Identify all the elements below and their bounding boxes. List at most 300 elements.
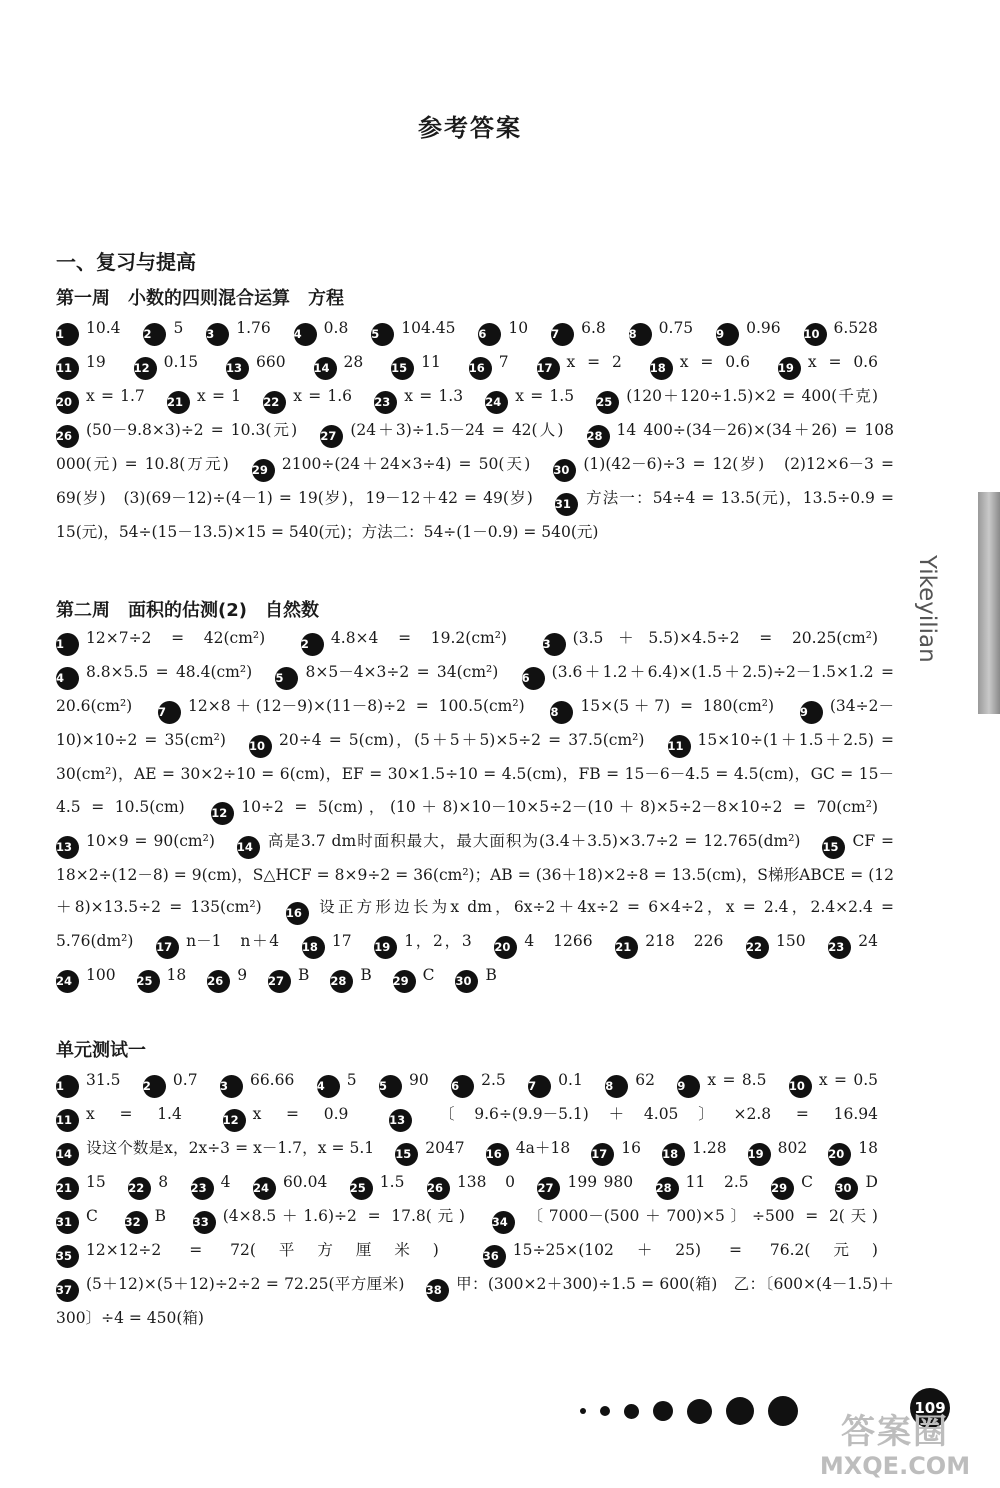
- answer-item: [788, 1071, 878, 1093]
- answer-text: 10: [508, 319, 529, 337]
- answer-text: 〔9.6÷(9.9－5.1)＋4.05〕×2.8 = 16.94: [419, 1105, 878, 1123]
- answer-number-badge: 13: [56, 836, 79, 859]
- answer-text: (3.5＋5.5)×4.5÷2 = 20.25(cm²): [572, 629, 878, 647]
- answer-number-badge: 6: [451, 1075, 474, 1098]
- answer-number-badge: 25: [596, 391, 619, 414]
- answer-item: [263, 387, 353, 409]
- answer-text: 17: [331, 932, 352, 951]
- answer-item: [56, 1173, 106, 1195]
- answer-item: [551, 319, 606, 341]
- answer-item: [468, 353, 509, 375]
- answer-number-badge: 12: [223, 1109, 246, 1132]
- answer-text: 12×8＋(12－9)×(11－8)÷2 = 100.5(cm²): [188, 697, 525, 715]
- answer-text: 4a＋18: [515, 1139, 571, 1157]
- answer-number-badge: 31: [555, 493, 578, 516]
- answer-text: 5: [346, 1071, 357, 1089]
- answer-number-badge: 20: [56, 391, 79, 414]
- answer-text: 10÷2 = 5(cm)，(10＋8)×10－10×5÷2－(10＋8)×5÷2－8×10÷2 = 70(cm²): [241, 797, 878, 816]
- answer-number-badge: 8: [550, 701, 573, 724]
- answer-number-badge: 19: [778, 357, 801, 380]
- answer-text: 11 2.5: [685, 1173, 749, 1191]
- dot-icon: [768, 1396, 798, 1426]
- answer-number-badge: 19: [374, 936, 397, 959]
- answer-item: [211, 797, 878, 820]
- answer-item: [249, 731, 645, 753]
- side-tab: [978, 492, 1000, 714]
- answer-number-badge: 37: [56, 1279, 79, 1302]
- answer-item: [56, 353, 106, 375]
- answer-item: [313, 353, 364, 375]
- dot-icon: [624, 1404, 639, 1419]
- answer-text: 0.96: [746, 319, 781, 337]
- answer-number-badge: 34: [492, 1211, 515, 1234]
- answer-text: 18: [166, 966, 187, 985]
- answer-number-badge: 18: [302, 936, 325, 959]
- answer-number-badge: 24: [56, 970, 79, 993]
- answer-item: [142, 1071, 198, 1093]
- answer-text: 0.8: [323, 319, 349, 337]
- answer-number-badge: 9: [716, 323, 739, 346]
- answer-number-badge: 17: [591, 1143, 614, 1166]
- answer-number-badge: 15: [822, 836, 845, 859]
- answer-number-badge: 28: [330, 970, 353, 993]
- answer-item: [56, 1275, 405, 1297]
- answer-text: 2047: [425, 1139, 465, 1157]
- answer-text: (5＋12)×(5＋12)÷2÷2 = 72.25(平方厘米): [86, 1275, 405, 1293]
- answer-item: [482, 1241, 878, 1263]
- answer-text: B: [485, 966, 497, 985]
- answer-number-badge: 31: [56, 1211, 79, 1234]
- answer-item: [293, 319, 349, 341]
- week2-answers: [56, 622, 894, 993]
- answer-number-badge: 3: [543, 633, 566, 656]
- answer-text: x = 1.4: [86, 1105, 182, 1123]
- answer-number-badge: 18: [662, 1143, 685, 1166]
- watermark-line2: MXQE.COM: [819, 1452, 971, 1480]
- answer-item: [389, 1105, 878, 1127]
- answer-number-badge: 6: [522, 667, 545, 690]
- answer-item: [56, 1241, 439, 1263]
- page-number: 109: [910, 1388, 950, 1428]
- answer-text: B: [154, 1207, 166, 1225]
- answer-text: (120＋120÷1.5)×2 = 400(千克): [626, 387, 879, 405]
- answer-number-badge: 13: [389, 1109, 412, 1132]
- answer-item: [192, 1207, 465, 1229]
- answer-text: 1.5: [379, 1173, 405, 1191]
- answer-item: [133, 353, 199, 375]
- answer-number-badge: 9: [800, 701, 823, 724]
- answer-item: [301, 932, 352, 955]
- answer-number-badge: 13: [226, 357, 249, 380]
- answer-text: n－1 n＋4: [186, 932, 280, 951]
- answer-number-badge: 12: [134, 357, 157, 380]
- answer-text: 0.75: [658, 319, 694, 337]
- answer-text: C: [801, 1173, 813, 1191]
- answer-text: 6.8: [581, 319, 606, 337]
- answer-number-badge: 1: [56, 323, 79, 346]
- answer-item: [124, 1207, 166, 1229]
- answer-number-badge: 25: [137, 970, 160, 993]
- answer-item: [190, 1173, 231, 1195]
- answer-text: 31.5: [86, 1071, 121, 1089]
- answer-item: [56, 1105, 182, 1127]
- answer-item: [371, 319, 456, 341]
- answer-text: 甲：(300×2＋300)÷1.5 = 600(箱) 乙：〔600×(4－1.5)＋300〕÷4 = 450(箱): [56, 1275, 895, 1327]
- answer-number-badge: 7: [528, 1075, 551, 1098]
- answer-number-badge: 38: [426, 1279, 449, 1302]
- answer-item: [56, 629, 266, 651]
- answer-text: x = 0.6: [679, 353, 750, 371]
- answer-text: B: [360, 966, 372, 985]
- answer-number-badge: 26: [56, 425, 79, 448]
- answer-item: [451, 1071, 506, 1093]
- dot-icon: [653, 1401, 673, 1421]
- answer-number-badge: 4: [294, 323, 317, 346]
- answer-text: 18: [858, 1139, 879, 1157]
- test1-heading: 单元测试一: [56, 1040, 146, 1061]
- answer-text: (4×8.5＋1.6)÷2 = 17.8(元): [222, 1207, 465, 1225]
- answer-text: 16: [621, 1139, 642, 1157]
- answer-number-badge: 8: [605, 1075, 628, 1098]
- answer-item: [537, 1173, 634, 1195]
- answer-number-badge: 24: [485, 391, 508, 414]
- answer-item: [747, 1139, 808, 1161]
- answer-item: [56, 663, 253, 685]
- answer-item: [596, 387, 879, 409]
- answer-text: x = 1.5: [515, 387, 575, 405]
- answer-item: [222, 1105, 349, 1127]
- answer-item: [771, 1173, 813, 1195]
- answer-number-badge: 1: [56, 633, 79, 656]
- answer-number-badge: 19: [748, 1143, 771, 1166]
- answer-text: 1.76: [236, 319, 271, 337]
- answer-item: [677, 1071, 767, 1093]
- answer-text: 〔7000－(500＋700)×5〕÷500 = 2(天): [521, 1207, 878, 1225]
- answer-number-badge: 22: [128, 1177, 151, 1200]
- answer-item: [207, 966, 248, 989]
- answer-number-badge: 16: [486, 1143, 509, 1166]
- answer-text: 15×(5＋7) = 180(cm²): [580, 697, 775, 715]
- answer-number-badge: 21: [167, 391, 190, 414]
- answer-number-badge: 10: [804, 323, 827, 346]
- answer-item: [219, 1071, 295, 1093]
- answer-item: [655, 1173, 749, 1195]
- answer-text: x = 0.5: [818, 1071, 878, 1089]
- answer-number-badge: 14: [237, 836, 260, 859]
- answer-item: [491, 1207, 878, 1229]
- answer-item: [455, 966, 497, 989]
- answer-item: [628, 319, 694, 341]
- answer-number-badge: 17: [537, 357, 560, 380]
- answer-number-badge: 2: [143, 323, 166, 346]
- answer-item: [615, 932, 724, 955]
- answer-text: (34÷2－10)×10÷2 = 35(cm²): [56, 697, 894, 749]
- answer-number-badge: 5: [275, 667, 298, 690]
- answer-number-badge: 24: [253, 1177, 276, 1200]
- answer-text: 1.28: [692, 1139, 727, 1157]
- answer-number-badge: 18: [650, 357, 673, 380]
- answer-text: 20÷4 = 5(cm)，(5＋5＋5)×5÷2 = 37.5(cm²): [279, 731, 645, 749]
- answer-text: 28: [343, 353, 364, 371]
- answer-number-badge: 27: [320, 425, 343, 448]
- answer-text: x = 0.9: [252, 1105, 349, 1123]
- answer-text: 9: [237, 966, 248, 985]
- answer-text: 100: [86, 966, 116, 985]
- answer-item: [128, 1173, 169, 1195]
- answer-item: [536, 353, 622, 375]
- section-heading: 一、复习与提高: [56, 250, 196, 274]
- dot-icon: [600, 1406, 610, 1416]
- answer-item: [828, 932, 878, 955]
- answer-text: 设这个数是x，2x÷3 = x－1.7，x = 5.1: [86, 1139, 375, 1157]
- answer-number-badge: 30: [455, 970, 478, 993]
- answer-text: 66.66: [249, 1071, 295, 1089]
- answer-number-badge: 22: [263, 391, 286, 414]
- answer-text: 14 400÷(34－26)×(34＋26) = 108 000(元) = 10.8(万元): [56, 421, 895, 473]
- answer-number-badge: 10: [249, 735, 272, 758]
- answer-number-badge: 29: [252, 459, 275, 482]
- answer-item: [649, 353, 750, 375]
- answer-text: B: [298, 966, 310, 985]
- answer-text: 150: [776, 932, 806, 951]
- answer-number-badge: 30: [553, 459, 576, 482]
- answer-item: [542, 629, 878, 651]
- answer-item: [374, 932, 472, 955]
- answer-number-badge: 29: [393, 970, 416, 993]
- answer-text: 2.5: [481, 1071, 506, 1089]
- answer-number-badge: 25: [350, 1177, 373, 1200]
- answer-number-badge: 27: [537, 1177, 560, 1200]
- answer-text: 218 226: [645, 932, 724, 951]
- answer-number-badge: 3: [220, 1075, 243, 1098]
- answer-text: 199 980: [567, 1173, 634, 1191]
- answer-text: 0.1: [558, 1071, 583, 1089]
- answer-item: [56, 1139, 375, 1161]
- answer-item: [56, 831, 215, 854]
- answer-text: 19: [86, 353, 106, 371]
- answer-number-badge: 16: [286, 902, 309, 925]
- answer-number-badge: 30: [835, 1177, 858, 1200]
- answer-item: [330, 966, 372, 989]
- answer-number-badge: 17: [156, 936, 179, 959]
- answer-text: 8.8×5.5 = 48.4(cm²): [86, 663, 253, 681]
- answer-number-badge: 7: [158, 701, 181, 724]
- answer-number-badge: 20: [494, 936, 517, 959]
- dot-icon: [580, 1408, 586, 1414]
- answer-text: 660: [256, 353, 286, 371]
- answer-item: [494, 932, 593, 955]
- side-text: Yikeyilian: [914, 555, 940, 663]
- answer-text: 5: [173, 319, 184, 337]
- answer-item: [56, 421, 298, 443]
- answer-text: x = 0.6: [807, 353, 878, 371]
- answer-text: 10×9 = 90(cm²): [86, 831, 215, 850]
- answer-number-badge: 21: [56, 1177, 79, 1200]
- answer-number-badge: 22: [746, 936, 769, 959]
- answer-number-badge: 27: [268, 970, 291, 993]
- answer-item: [392, 966, 435, 989]
- answer-item: [252, 1173, 328, 1195]
- answer-number-badge: 6: [478, 323, 501, 346]
- answer-text: (24＋3)÷1.5－24 = 42(人): [350, 421, 564, 439]
- answer-item: [478, 319, 529, 341]
- answer-number-badge: 9: [677, 1075, 700, 1098]
- answer-number-badge: 4: [317, 1075, 340, 1098]
- answer-item: [485, 387, 575, 409]
- answer-text: 8: [158, 1173, 169, 1191]
- answer-text: x = 1.3: [404, 387, 464, 405]
- answer-number-badge: 3: [206, 323, 229, 346]
- answer-text: 2100÷(24＋24×3÷4) = 50(天): [281, 455, 531, 473]
- answer-text: 138 0: [456, 1173, 515, 1191]
- test1-answers: [56, 1064, 894, 1335]
- answer-text: C: [86, 1207, 98, 1225]
- answer-item: [143, 319, 184, 341]
- week1-answers: [56, 312, 894, 549]
- answer-item: [275, 663, 499, 685]
- answer-text: 1，2，3: [404, 932, 472, 951]
- answer-text: CF = 18×2÷(12－8) = 9(cm)，S△HCF = 8×9÷2 = 36(cm²)；AB = (36＋18)×2÷8 = 13.5(cm)，S梯形ABCE = (12＋8)×13.5÷2 = 135(cm²): [56, 831, 895, 917]
- answer-text: x = 8.5: [707, 1071, 767, 1089]
- answer-text: 0.7: [172, 1071, 198, 1089]
- answer-number-badge: 8: [629, 323, 652, 346]
- answer-item: [206, 319, 271, 341]
- answer-text: 6.528: [833, 319, 878, 337]
- answer-item: [378, 1071, 429, 1093]
- dot-icon: [687, 1399, 712, 1424]
- answer-item: [167, 387, 242, 409]
- answer-number-badge: 10: [789, 1075, 812, 1098]
- answer-text: C: [422, 966, 435, 985]
- answer-item: [236, 831, 801, 854]
- answer-number-badge: 14: [314, 357, 337, 380]
- answer-number-badge: 20: [828, 1143, 851, 1166]
- answer-number-badge: 29: [771, 1177, 794, 1200]
- answer-item: [746, 932, 806, 955]
- answer-number-badge: 5: [379, 1075, 402, 1098]
- answer-number-badge: 16: [469, 357, 492, 380]
- dot-icon: [726, 1397, 754, 1425]
- answer-number-badge: 23: [374, 391, 397, 414]
- answer-text: 4: [220, 1173, 231, 1191]
- answer-text: 802: [777, 1139, 808, 1157]
- answer-number-badge: 32: [125, 1211, 148, 1234]
- answer-number-badge: 14: [56, 1143, 79, 1166]
- answer-item: [251, 455, 531, 477]
- answer-number-badge: 23: [191, 1177, 214, 1200]
- answer-text: (1)(42－6)÷3 = 12(岁) (2)12×6－3 = 69(岁) (3)(69－12)÷(4－1) = 19(岁)，19－12＋42 = 49(岁): [56, 455, 894, 507]
- answer-item: [716, 319, 781, 341]
- answer-text: 60.04: [282, 1173, 328, 1191]
- answer-text: 24: [858, 932, 878, 951]
- answer-text: D: [865, 1173, 878, 1191]
- answer-item: [56, 1071, 121, 1093]
- week2-heading: 第二周 面积的估测(2) 自然数: [56, 600, 319, 621]
- answer-item: [777, 353, 878, 375]
- answer-number-badge: 5: [371, 323, 394, 346]
- answer-item: [56, 1207, 98, 1229]
- answer-text: 15×10÷(1＋1.5＋2.5) = 30(cm²)，AE = 30×2÷10 = 6(cm)，EF = 30×1.5÷10 = 4.5(cm)，FB = 15－6－4.5 = 4.5(cm)，GC = 15－4.5 = 10.5(cm): [56, 731, 894, 816]
- answer-item: [156, 932, 280, 955]
- page-title: 参考答案: [418, 114, 522, 142]
- answer-number-badge: 36: [483, 1245, 506, 1268]
- answer-number-badge: 7: [551, 323, 574, 346]
- answer-text: x = 2: [566, 353, 622, 371]
- answer-item: [226, 353, 286, 375]
- answer-number-badge: 2: [301, 633, 324, 656]
- answer-item: [56, 387, 145, 409]
- answer-text: 7: [498, 353, 509, 371]
- answer-item: [803, 319, 878, 341]
- answer-number-badge: 2: [143, 1075, 166, 1098]
- answer-item: [320, 421, 564, 443]
- answer-text: 0.15: [163, 353, 199, 371]
- answer-item: [605, 1071, 655, 1093]
- answer-item: [268, 966, 310, 989]
- answer-text: 4.8×4 = 19.2(cm²): [330, 629, 507, 647]
- answer-number-badge: 33: [193, 1211, 216, 1234]
- answer-number-badge: 23: [828, 936, 851, 959]
- week1-heading: 第一周 小数的四则混合运算 方程: [56, 288, 344, 309]
- watermark-line1: 答案圈: [841, 1412, 949, 1452]
- answer-text: x = 1: [197, 387, 242, 405]
- answer-item: [316, 1071, 357, 1093]
- answer-text: 8×5－4×3÷2 = 34(cm²): [305, 663, 499, 681]
- answer-text: 15÷25×(102＋25) = 76.2(元): [512, 1241, 878, 1259]
- answer-text: 高是3.7 dm时面积最大，最大面积为(3.4＋3.5)×3.7÷2 = 12.765(dm²): [266, 831, 801, 850]
- answer-number-badge: 28: [656, 1177, 679, 1200]
- watermark: [795, 1412, 995, 1482]
- answer-number-badge: 11: [668, 735, 691, 758]
- answer-text: 104.45: [401, 319, 456, 337]
- answer-item: [828, 1139, 879, 1161]
- answer-text: 11: [421, 353, 441, 371]
- answer-number-badge: 11: [56, 357, 79, 380]
- answer-text: 90: [408, 1071, 429, 1089]
- answer-item: [374, 387, 464, 409]
- answer-text: 12×12÷2 = 72(平方厘米): [86, 1241, 439, 1259]
- decorative-dots: [580, 1386, 812, 1436]
- answer-number-badge: 21: [615, 936, 638, 959]
- answer-text: 12×7÷2 = 42(cm²): [86, 629, 266, 647]
- answer-text: 设正方形边长为x dm，6x÷2＋4x÷2 = 6×4÷2，x = 2.4，2.4×2.4 = 5.76(dm²): [56, 898, 894, 951]
- answer-item: [349, 1173, 405, 1195]
- answer-number-badge: 1: [56, 1075, 79, 1098]
- answer-item: [528, 1071, 583, 1093]
- answer-number-badge: 28: [587, 425, 610, 448]
- answer-item: [300, 629, 507, 651]
- answer-text: x = 1.7: [86, 387, 145, 405]
- answer-item: [485, 1139, 571, 1161]
- answer-text: x = 1.6: [293, 387, 353, 405]
- answer-text: 62: [635, 1071, 655, 1089]
- answer-item: [56, 966, 116, 989]
- answer-text: 15: [86, 1173, 106, 1191]
- answer-text: 方法一：54÷4 = 13.5(元)，13.5÷0.9 = 15(元)，54÷(15－13.5)×15 = 540(元)；方法二：54÷(1－0.9) = 540(元): [56, 489, 895, 541]
- answer-text: 4 1266: [524, 932, 593, 951]
- answer-item: [136, 966, 187, 989]
- answer-item: [158, 697, 525, 719]
- answer-text: (50－9.8×3)÷2 = 10.3(元): [86, 421, 298, 439]
- answer-number-badge: 15: [395, 1143, 418, 1166]
- answer-item: [550, 697, 775, 719]
- answer-item: [662, 1139, 727, 1161]
- answer-number-badge: 4: [56, 667, 79, 690]
- answer-number-badge: 11: [56, 1109, 79, 1132]
- answer-item: [835, 1173, 878, 1195]
- answer-item: [56, 319, 121, 341]
- answer-item: [591, 1139, 642, 1161]
